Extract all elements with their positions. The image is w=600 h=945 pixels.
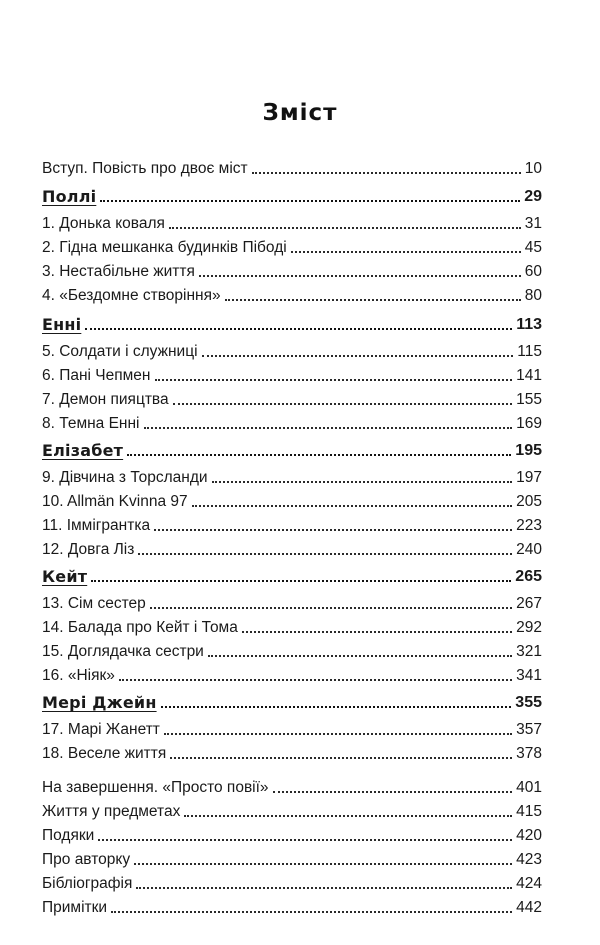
toc-entry-page: 240 <box>516 541 542 558</box>
toc-entry[interactable] <box>42 283 542 305</box>
toc-entry[interactable] <box>42 465 542 487</box>
toc-entry-page: 423 <box>516 851 542 868</box>
dot-leader <box>212 481 513 483</box>
toc-section-page: 355 <box>515 694 542 711</box>
toc-entry[interactable] <box>42 363 542 385</box>
toc-entry[interactable] <box>42 489 542 511</box>
toc-entry-label: Примітки <box>42 899 108 916</box>
toc-entry-label: На завершення. «Просто повії» <box>42 779 269 796</box>
toc-entry-page: 415 <box>516 803 542 820</box>
toc-entry[interactable] <box>42 537 542 559</box>
dot-leader <box>111 911 512 913</box>
toc-entry-page: 267 <box>516 595 542 612</box>
dot-leader <box>127 454 511 456</box>
toc-entry[interactable] <box>42 615 542 637</box>
dot-leader <box>208 655 512 657</box>
toc-entry-back-matter[interactable] <box>42 895 542 917</box>
toc-entry-page: 420 <box>516 827 542 844</box>
toc-entry[interactable] <box>42 639 542 661</box>
dot-leader <box>134 863 512 865</box>
toc-entry-label: 11. Іммігрантка <box>42 517 151 534</box>
toc-entry-page: 169 <box>516 415 542 432</box>
toc-section-title: Мері Джейн <box>42 693 157 712</box>
toc-entry-label: 15. Доглядачка сестри <box>42 643 204 660</box>
toc-entry-label: 5. Солдати і служниці <box>42 343 198 360</box>
toc-entry[interactable] <box>42 591 542 613</box>
toc-entry-label: 12. Довга Ліз <box>42 541 135 558</box>
toc-entry-back-matter[interactable] <box>42 871 542 893</box>
dot-leader <box>184 815 512 817</box>
toc-entry[interactable] <box>42 663 542 685</box>
toc-entry-page: 155 <box>516 391 542 408</box>
toc-entry-page: 45 <box>524 239 542 256</box>
toc-section-heading[interactable] <box>42 184 542 206</box>
dot-leader <box>138 553 512 555</box>
dot-leader <box>225 299 521 301</box>
toc-entry-page: 60 <box>524 263 542 280</box>
toc-entry[interactable] <box>42 513 542 535</box>
dot-leader <box>273 791 513 793</box>
toc-entry-page: 442 <box>516 899 542 916</box>
toc-entry[interactable] <box>42 235 542 257</box>
toc-section-title: Елізабет <box>42 441 124 460</box>
toc-entry-back-matter[interactable] <box>42 775 542 797</box>
toc-entry[interactable] <box>42 259 542 281</box>
toc-entry[interactable] <box>42 387 542 409</box>
toc-entry[interactable] <box>42 411 542 433</box>
toc-entry-label: 14. Балада про Кейт і Тома <box>42 619 238 636</box>
dot-leader <box>291 251 521 253</box>
toc-entry-page: 141 <box>516 367 542 384</box>
dot-leader <box>202 355 514 357</box>
dot-leader <box>144 427 513 429</box>
toc-entry-page: 197 <box>516 469 542 486</box>
dot-leader <box>192 505 513 507</box>
toc-entry-label: Про авторку <box>42 851 131 868</box>
toc-entry-page: 205 <box>516 493 542 510</box>
dot-leader <box>119 679 512 681</box>
toc-entry-back-matter[interactable] <box>42 847 542 869</box>
toc-entry[interactable] <box>42 211 542 233</box>
toc-section-title: Кейт <box>42 567 88 586</box>
toc-section-heading[interactable] <box>42 312 542 334</box>
toc-entry-page: 223 <box>516 517 542 534</box>
toc-section-page: 265 <box>515 568 542 585</box>
toc-section-title: Поллі <box>42 187 97 206</box>
toc-section-title: Енні <box>42 315 82 334</box>
toc-entry-label: 17. Марі Жанетт <box>42 721 160 738</box>
toc-section-page: 195 <box>515 442 542 459</box>
dot-leader <box>252 172 521 174</box>
toc-entry-label: 2. Гідна мешканка будинків Пібоді <box>42 239 287 256</box>
toc-entry-page: 292 <box>516 619 542 636</box>
dot-leader <box>154 529 512 531</box>
toc-entry-label: Життя у предметах <box>42 803 181 820</box>
toc-entry-label: 3. Нестабільне життя <box>42 263 195 280</box>
toc-section-heading[interactable] <box>42 438 542 460</box>
toc-entry-page: 10 <box>524 160 542 177</box>
toc-section-heading[interactable] <box>42 564 542 586</box>
toc-entry-intro[interactable] <box>42 156 542 178</box>
toc-section-page: 113 <box>516 316 542 333</box>
toc-entry-page: 115 <box>517 343 542 360</box>
dot-leader <box>242 631 512 633</box>
dot-leader <box>169 227 521 229</box>
dot-leader <box>161 706 512 708</box>
toc-entry[interactable] <box>42 741 542 763</box>
toc-entry-label: 13. Сім сестер <box>42 595 146 612</box>
dot-leader <box>91 580 511 582</box>
toc-entry-label: 10. Allmän Kvinna 97 <box>42 493 188 510</box>
toc-entry-label: 18. Веселе життя <box>42 745 167 762</box>
toc-entry-back-matter[interactable] <box>42 799 542 821</box>
dot-leader <box>98 839 512 841</box>
toc-entry[interactable] <box>42 717 542 739</box>
toc-entry-page: 341 <box>516 667 542 684</box>
toc-entry-page: 321 <box>516 643 542 660</box>
toc-entry-label: Бібліографія <box>42 875 133 892</box>
toc-entry-label: Вступ. Повість про двоє міст <box>42 160 248 177</box>
dot-leader <box>199 275 521 277</box>
dot-leader <box>164 733 512 735</box>
toc-entry-page: 80 <box>524 287 542 304</box>
toc-entry-label: 16. «Ніяк» <box>42 667 115 684</box>
toc-entry-page: 357 <box>516 721 542 738</box>
toc-entry-page: 31 <box>524 215 542 232</box>
toc-entry-label: 1. Донька коваля <box>42 215 165 232</box>
toc-entry-page: 424 <box>516 875 542 892</box>
dot-leader <box>85 328 512 330</box>
dot-leader <box>173 403 513 405</box>
toc-entry-label: Подяки <box>42 827 95 844</box>
page-title: Зміст <box>262 100 338 126</box>
toc-entry-label: 4. «Бездомне створіння» <box>42 287 221 304</box>
toc-entry-page: 401 <box>516 779 542 796</box>
dot-leader <box>150 607 512 609</box>
dot-leader <box>136 887 512 889</box>
dot-leader <box>170 757 512 759</box>
toc-entry-label: 8. Темна Енні <box>42 415 140 432</box>
dot-leader <box>100 200 520 202</box>
toc-entry-label: 9. Дівчина з Торсланди <box>42 469 208 486</box>
toc-entry-label: 6. Пані Чепмен <box>42 367 151 384</box>
toc-section-heading[interactable] <box>42 690 542 712</box>
toc-entry[interactable] <box>42 339 542 361</box>
dot-leader <box>155 379 513 381</box>
toc-entry-label: 7. Демон пияцтва <box>42 391 169 408</box>
toc-section-page: 29 <box>524 188 542 205</box>
toc-entry-page: 378 <box>516 745 542 762</box>
toc-entry-back-matter[interactable] <box>42 823 542 845</box>
